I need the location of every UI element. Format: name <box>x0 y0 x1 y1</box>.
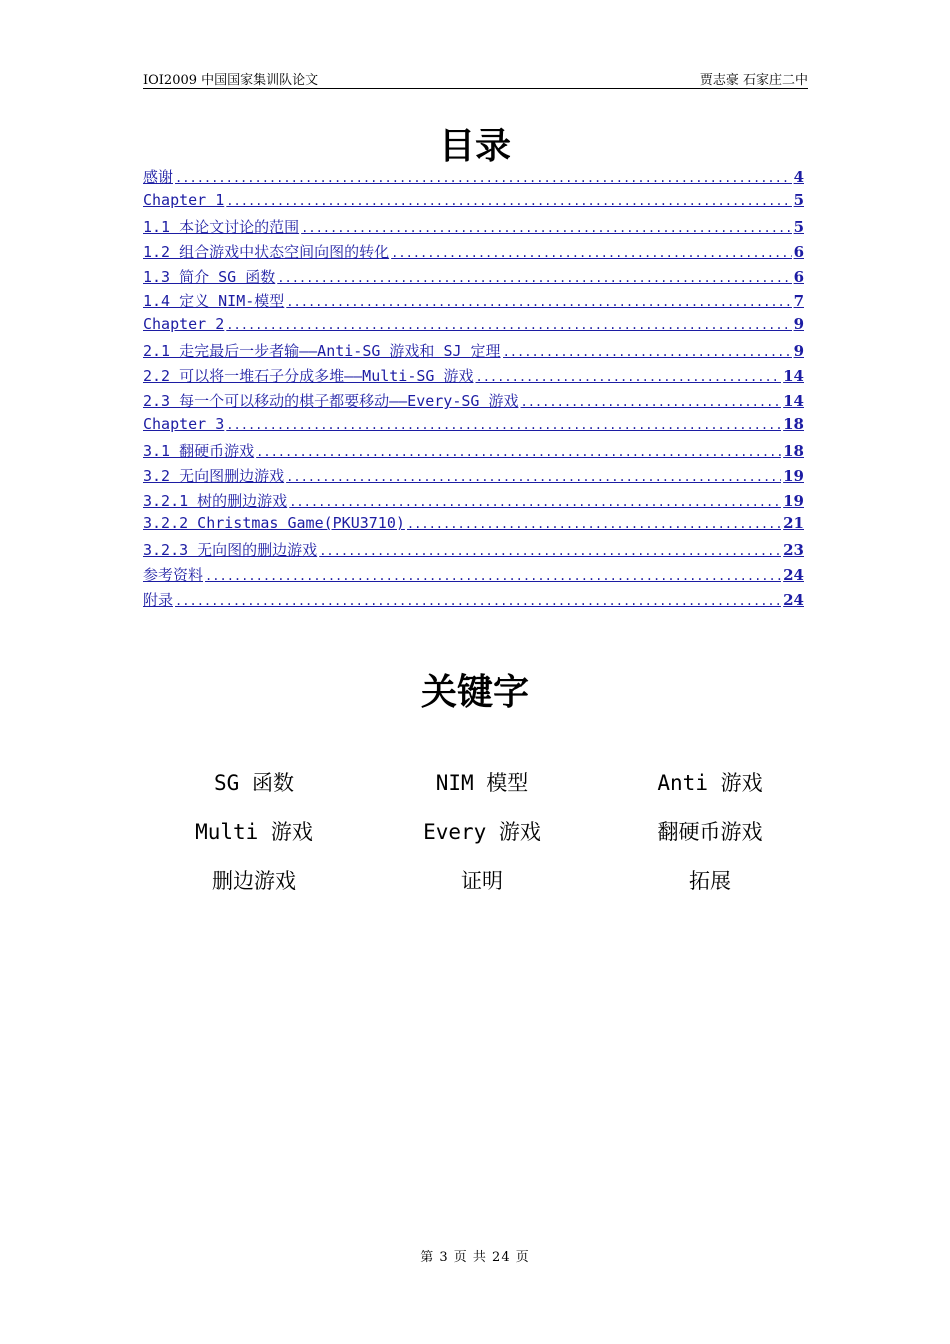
header-right-text: 贾志豪 石家庄二中 <box>699 73 808 88</box>
toc-title: 目录 <box>438 126 511 167</box>
toc-entry-thanks[interactable]: 感谢 ..... 4 <box>143 166 804 191</box>
toc-entry-2-1[interactable]: 2.1 走完最后一步者输——Anti-SG 游戏和 SJ 定理 ..... 9 <box>143 340 804 365</box>
toc-entry-chapter-2[interactable]: Chapter 2 ..... 9 <box>143 315 804 340</box>
toc-entry-chapter-1[interactable]: Chapter 1 ..... 5 <box>143 191 804 216</box>
page-footer: 第 3 页 共 24 页 <box>420 1250 530 1265</box>
header-left-text: IOI2009 中国国家集训队论文 <box>143 73 319 88</box>
keyword-item: 拓展 <box>689 869 731 893</box>
keyword-item: 删边游戏 <box>212 869 296 893</box>
toc-entry-3-1[interactable]: 3.1 翻硬币游戏 ..... 18 <box>143 440 804 465</box>
toc-entry-2-2[interactable]: 2.2 可以将一堆石子分成多堆——Multi-SG 游戏 ..... 14 <box>143 365 804 390</box>
keyword-item: 证明 <box>461 869 503 893</box>
keywords-title: 关键字 <box>420 672 529 713</box>
keyword-item: Anti 游戏 <box>657 771 763 795</box>
keyword-item: Multi 游戏 <box>195 820 313 844</box>
toc-entry-3-2-2[interactable]: 3.2.2 Christmas Game(PKU3710) ..... 21 <box>143 514 804 539</box>
toc-entry-1-3[interactable]: 1.3 简介 SG 函数 ..... 6 <box>143 266 804 291</box>
toc-entry-chapter-3[interactable]: Chapter 3 ..... 18 <box>143 415 804 440</box>
toc-entry-1-1[interactable]: 1.1 本论文讨论的范围 ..... 5 <box>143 216 804 241</box>
toc-entry-3-2-1[interactable]: 3.2.1 树的删边游戏 ..... 19 <box>143 490 804 515</box>
keyword-item: Every 游戏 <box>423 820 541 844</box>
toc-entry-appendix[interactable]: 附录 ..... 24 <box>143 589 804 614</box>
table-of-contents <box>143 166 804 614</box>
keyword-item: NIM 模型 <box>435 771 529 795</box>
toc-entry-1-4[interactable]: 1.4 定义 NIM-模型 ..... 7 <box>143 290 804 315</box>
keywords-grid <box>140 770 820 895</box>
keyword-item: SG 函数 <box>214 771 294 795</box>
toc-entry-2-3[interactable]: 2.3 每一个可以移动的棋子都要移动——Every-SG 游戏 ..... 14 <box>143 390 804 415</box>
toc-entry-references[interactable]: 参考资料 ..... 24 <box>143 564 804 589</box>
toc-entry-3-2-3[interactable]: 3.2.3 无向图的删边游戏 ..... 23 <box>143 539 804 564</box>
toc-entry-3-2[interactable]: 3.2 无向图删边游戏 ..... 19 <box>143 465 804 490</box>
keyword-item: 翻硬币游戏 <box>657 820 763 844</box>
toc-entry-1-2[interactable]: 1.2 组合游戏中状态空间向图的转化 ..... 6 <box>143 241 804 266</box>
page-header <box>143 66 808 89</box>
